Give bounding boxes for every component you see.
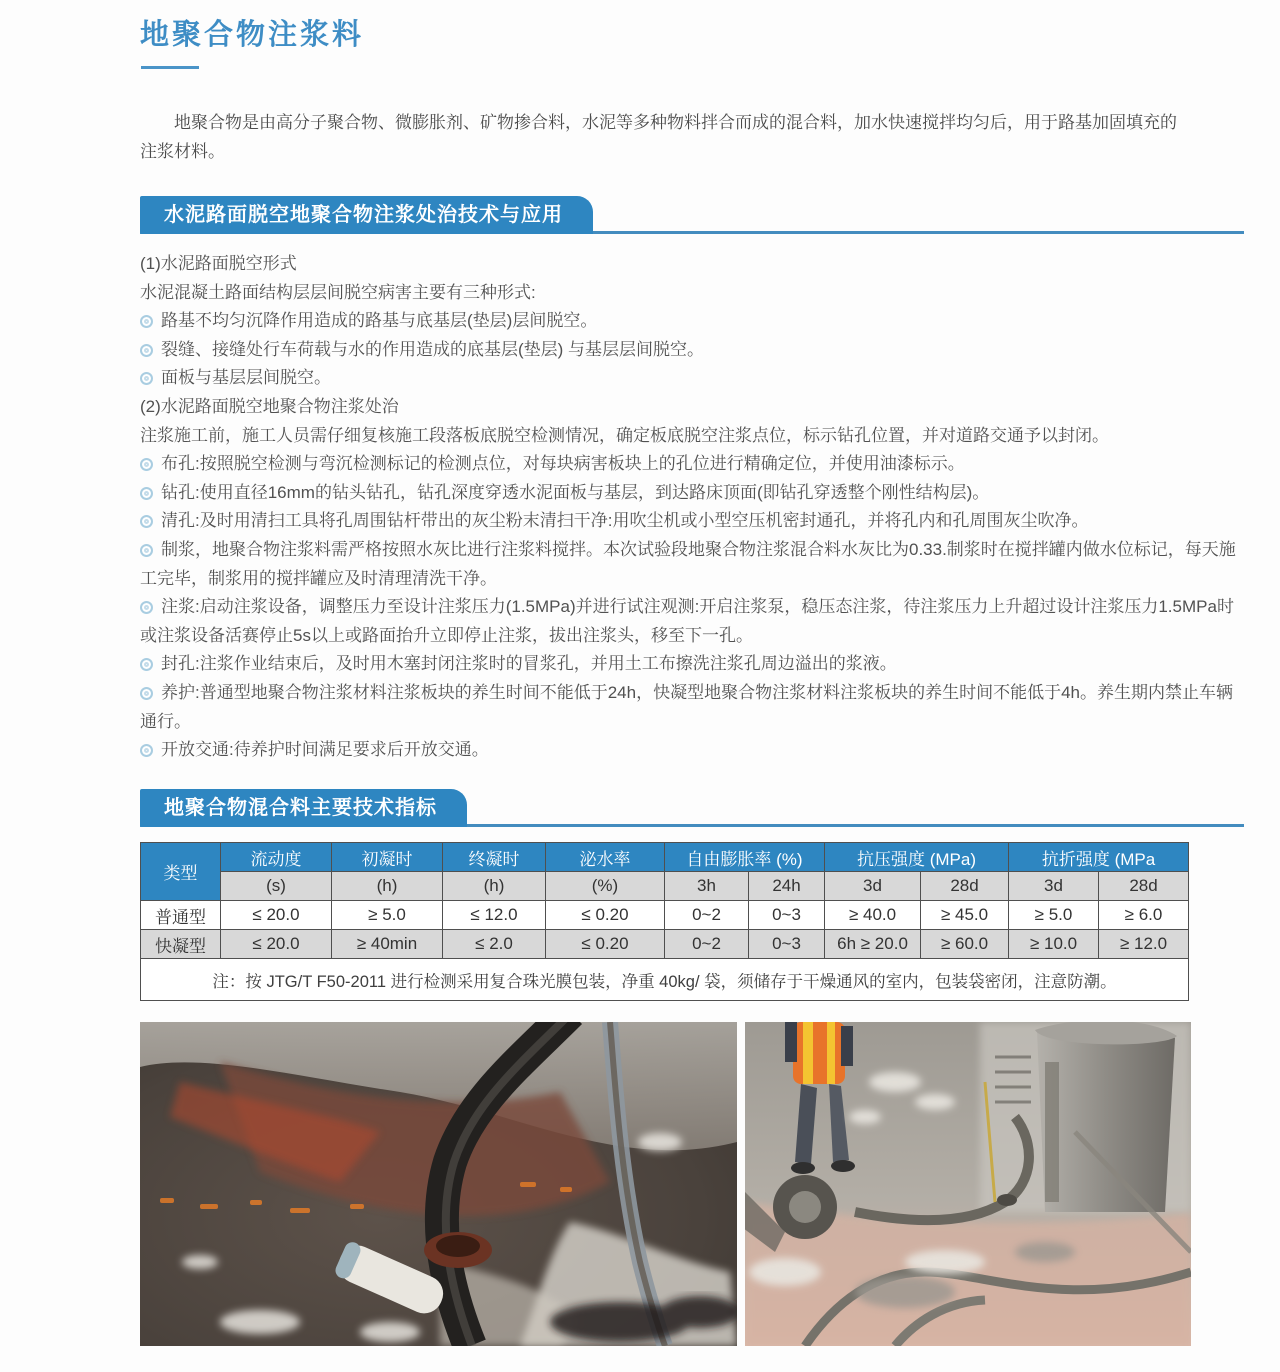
unit-cell: (h) — [443, 872, 546, 901]
value-cell: ≥ 5.0 — [1009, 901, 1099, 930]
body-paragraph: 水泥混凝土路面结构层层间脱空病害主要有三种形式: — [140, 282, 536, 302]
bullet-item: 注浆:启动注浆设备，调整压力至设计注浆压力(1.5MPa)并进行试注观测:开启注浆泵，稳压态注浆，待注浆压力上升超过设计注浆压力1.5MPa时或注浆设备活赛停止5s以上或路面抬升立即停止注浆，拔出注浆头，移至下一孔。 — [140, 597, 1234, 645]
ring-bullet-icon — [140, 601, 153, 614]
section1-heading: 水泥路面脱空地聚合物注浆处治技术与应用 — [140, 196, 593, 234]
type-cell: 普通型 — [141, 901, 221, 930]
col-header: 抗压强度 (MPa) — [825, 843, 1009, 872]
value-cell: 0~3 — [749, 930, 825, 959]
value-cell: ≥ 40.0 — [825, 901, 921, 930]
ring-bullet-icon — [140, 515, 153, 528]
table-header-row-1 — [141, 843, 1189, 872]
intro-paragraph: 地聚合物是由高分子聚合物、微膨胀剂、矿物掺合料，水泥等多种物料拌合而成的混合料，加水快速搅拌均匀后，用于路基加固填充的注浆材料。 — [140, 113, 1177, 161]
unit-cell: (%) — [546, 872, 665, 901]
unit-cell: 3d — [825, 872, 921, 901]
ring-bullet-icon — [140, 487, 153, 500]
value-cell: ≥ 60.0 — [921, 930, 1009, 959]
value-cell: ≥ 10.0 — [1009, 930, 1099, 959]
bullet-item: 裂缝、接缝处行车荷载与水的作用造成的底基层(垫层) 与基层层间脱空。 — [140, 336, 1242, 365]
col-header: 自由膨胀率 (%) — [665, 843, 825, 872]
section2-header — [140, 789, 467, 827]
value-cell: ≤ 2.0 — [443, 930, 546, 959]
unit-cell: 28d — [1099, 872, 1189, 901]
unit-cell: 3d — [1009, 872, 1099, 901]
value-cell: 0~2 — [665, 930, 749, 959]
table-note-row — [141, 959, 1189, 1001]
photo-construction-site — [745, 1022, 1191, 1346]
table-header-row-2 — [141, 872, 1189, 901]
ring-bullet-icon — [140, 315, 153, 328]
value-cell: ≤ 20.0 — [221, 901, 332, 930]
bullet-item: 布孔:按照脱空检测与弯沉检测标记的检测点位，对每块病害板块上的孔位进行精确定位，并使用油漆标示。 — [140, 450, 1242, 479]
ring-bullet-icon — [140, 344, 153, 357]
bullet-item: 面板与基层层间脱空。 — [140, 364, 1242, 393]
value-cell: ≤ 20.0 — [221, 930, 332, 959]
ring-bullet-icon — [140, 744, 153, 757]
body-paragraph: (2)水泥路面脱空地聚合物注浆处治 — [140, 396, 399, 416]
ring-bullet-icon — [140, 687, 153, 700]
page-title: 地聚合物注浆料 — [140, 19, 365, 51]
value-cell: 0~3 — [749, 901, 825, 930]
value-cell: ≥ 6.0 — [1099, 901, 1189, 930]
col-header: 抗折强度 (MPa — [1009, 843, 1189, 872]
value-cell: ≥ 5.0 — [332, 901, 443, 930]
section1-body — [140, 250, 1242, 765]
bullet-item: 路基不均匀沉降作用造成的路基与底基层(垫层)层间脱空。 — [140, 307, 1242, 336]
title-underline — [141, 66, 199, 69]
value-cell: 0~2 — [665, 901, 749, 930]
ring-bullet-icon — [140, 544, 153, 557]
ring-bullet-icon — [140, 458, 153, 471]
photo-illustration — [745, 1022, 1191, 1346]
unit-cell: 3h — [665, 872, 749, 901]
value-cell: ≤ 12.0 — [443, 901, 546, 930]
unit-cell: 28d — [921, 872, 1009, 901]
photo-illustration — [140, 1022, 737, 1346]
type-cell: 快凝型 — [141, 930, 221, 959]
value-cell: 6h ≥ 20.0 — [825, 930, 921, 959]
unit-cell: 24h — [749, 872, 825, 901]
unit-cell: (s) — [221, 872, 332, 901]
section1-header — [140, 196, 593, 234]
section2-heading: 地聚合物混合料主要技术指标 — [140, 789, 467, 827]
value-cell: ≥ 45.0 — [921, 901, 1009, 930]
body-paragraph: (1)水泥路面脱空形式 — [140, 254, 297, 273]
bullet-item: 封孔:注浆作业结束后，及时用木塞封闭注浆时的冒浆孔，并用土工布擦洗注浆孔周边溢出的浆液。 — [140, 650, 1242, 679]
col-header: 初凝时 — [332, 843, 443, 872]
col-header: 终凝时 — [443, 843, 546, 872]
bullet-item: 制浆，地聚合物注浆料需严格按照水灰比进行注浆料搅拌。本次试验段地聚合物注浆混合料水灰比为0.33.制浆时在搅拌罐内做水位标记，每天施工完毕，制浆用的搅拌罐应及时清理清洗干净。 — [140, 539, 1236, 588]
table-row — [141, 901, 1189, 930]
value-cell: ≥ 12.0 — [1099, 930, 1189, 959]
bullet-item: 开放交通:待养护时间满足要求后开放交通。 — [140, 736, 1242, 765]
value-cell: ≤ 0.20 — [546, 930, 665, 959]
ring-bullet-icon — [140, 658, 153, 671]
bullet-item: 钻孔:使用直径16mm的钻头钻孔，钻孔深度穿透水泥面板与基层，到达路床顶面(即钻孔穿透整个刚性结构层)。 — [140, 479, 1242, 508]
table-row — [141, 930, 1189, 959]
body-paragraph: 注浆施工前，施工人员需仔细复核施工段落板底脱空检测情况，确定板底脱空注浆点位，标示钻孔位置，并对道路交通予以封闭。 — [140, 425, 1109, 445]
ring-bullet-icon — [140, 372, 153, 385]
value-cell: ≤ 0.20 — [546, 901, 665, 930]
col-header-type: 类型 — [141, 843, 221, 901]
value-cell: ≥ 40min — [332, 930, 443, 959]
table-note: 注：按 JTG/T F50-2011 进行检测采用复合珠光膜包装，净重 40kg/ 袋，须储存于干燥通风的室内，包装袋密闭，注意防潮。 — [141, 959, 1189, 1001]
bullet-item: 养护:普通型地聚合物注浆材料注浆板块的养生时间不能低于24h，快凝型地聚合物注浆材料注浆板块的养生时间不能低于4h。养生期内禁止车辆通行。 — [140, 682, 1233, 731]
photo-grouting-hole-closeup — [140, 1022, 737, 1346]
unit-cell: (h) — [332, 872, 443, 901]
bullet-item: 清孔:及时用清扫工具将孔周围钻杆带出的灰尘粉末清扫干净:用吹尘机或小型空压机密封通孔，并将孔内和孔周围灰尘吹净。 — [140, 507, 1242, 536]
spec-table — [140, 842, 1189, 1001]
col-header: 泌水率 — [546, 843, 665, 872]
col-header: 流动度 — [221, 843, 332, 872]
